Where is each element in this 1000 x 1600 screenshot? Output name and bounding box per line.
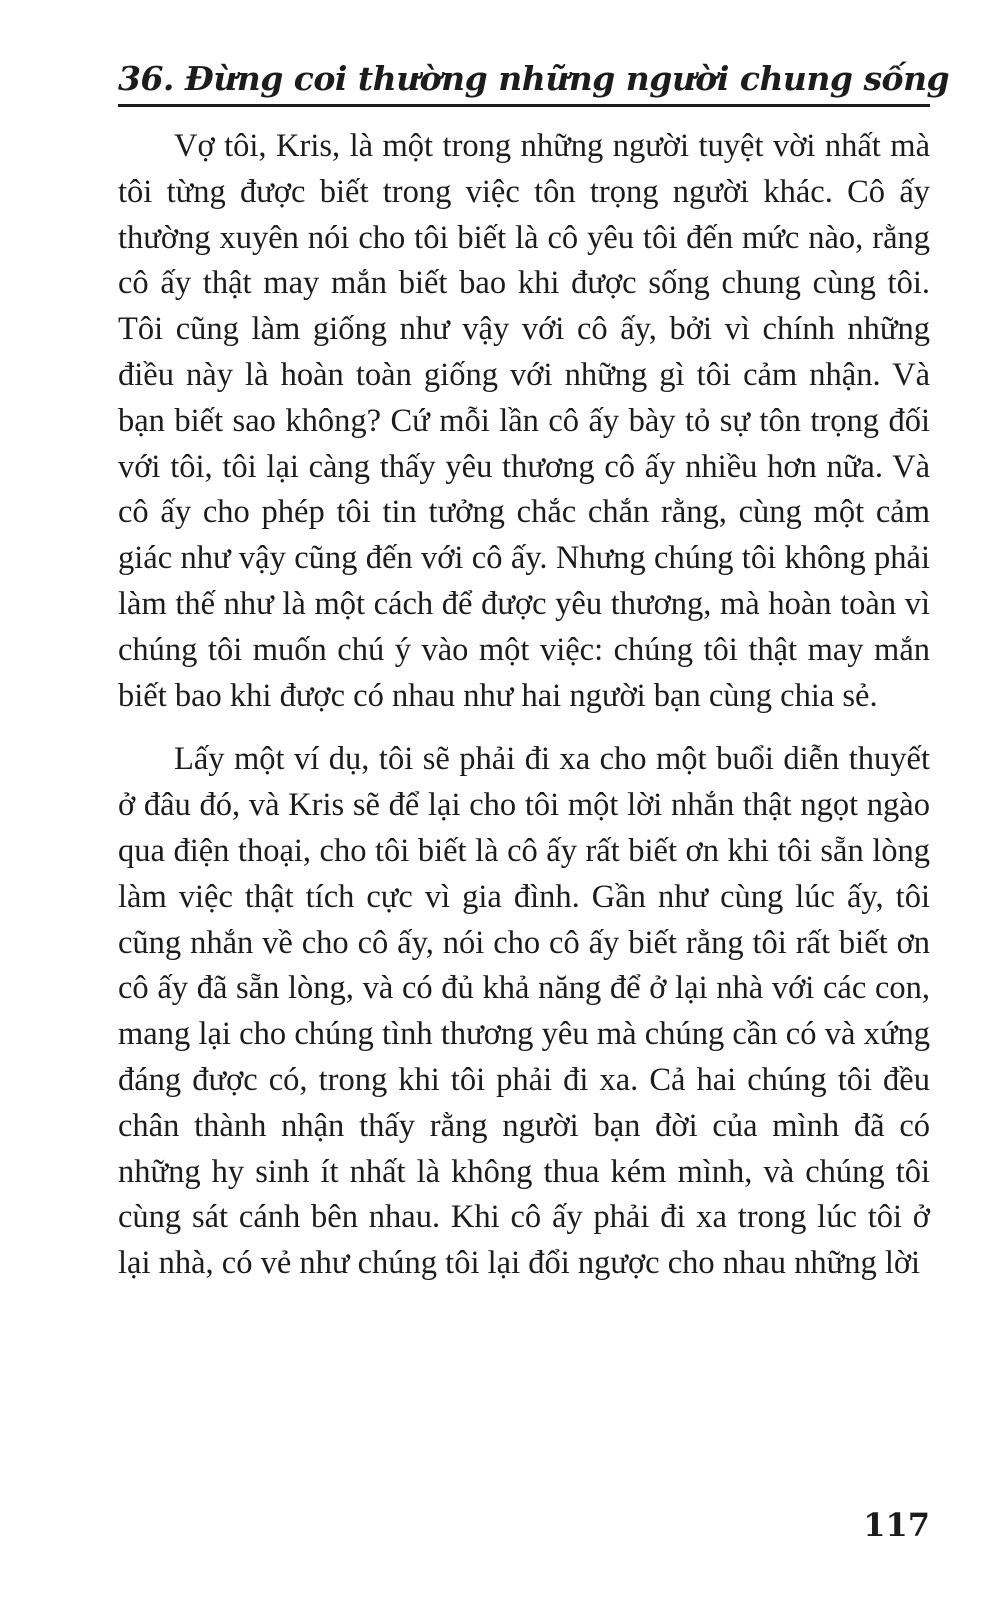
page-number: 117 [863,1506,930,1544]
paragraph-1: Vợ tôi, Kris, là một trong những người tuyệt vời nhất mà tôi từng được biết trong việc tôn trọng người khác. Cô ấy thường xuyên nói cho tôi biết là cô yêu tôi đến mức nào, rằng cô ấy thật may mắn biết bao khi được sống chung cùng tôi. Tôi cũng làm giống như vậy với cô ấy, bởi vì chính những điều này là hoàn toàn giống với những gì tôi cảm nhận. Và bạn biết sao không? Cứ mỗi lần cô ấy bày tỏ sự tôn trọng đối với tôi, tôi lại càng thấy yêu thương cô ấy nhiều hơn nữa. Và cô ấy cho phép tôi tin tưởng chắc chắn rằng, cùng một cảm giác như vậy cũng đến với cô ấy. Nhưng chúng tôi không phải làm thế như là một cách để được yêu thương, mà hoàn toàn vì chúng tôi muốn chú ý vào một việc: chúng tôi thật may mắn biết bao khi được có nhau như hai người bạn cùng chia sẻ. [118,128,930,714]
body-text [118,124,930,1287]
running-header [118,54,950,107]
paragraph-2: Lấy một ví dụ, tôi sẽ phải đi xa cho một buổi diễn thuyết ở đâu đó, và Kris sẽ để lại cho tôi một lời nhắn thật ngọt ngào qua điện thoại, cho tôi biết là cô ấy rất biết ơn khi tôi sẵn lòng làm việc thật tích cực vì gia đình. Gần như cùng lúc ấy, tôi cũng nhắn về cho cô ấy, nói cho cô ấy biết rằng tôi rất biết ơn cô ấy đã sẵn lòng, và có đủ khả năng để ở lại nhà với các con, mang lại cho chúng tình thương yêu mà chúng cần có và xứng đáng được có, trong khi tôi phải đi xa. Cả hai chúng tôi đều chân thành nhận thấy rằng người bạn đời của mình đã có những hy sinh ít nhất là không thua kém mình, và chúng tôi cùng sát cánh bên nhau. Khi cô ấy phải đi xa trong lúc tôi ở lại nhà, có vẻ như chúng tôi lại đổi ngược cho nhau những lời [118,741,930,1282]
chapter-title: 36. Đừng coi thường những người chung sống [118,59,950,98]
